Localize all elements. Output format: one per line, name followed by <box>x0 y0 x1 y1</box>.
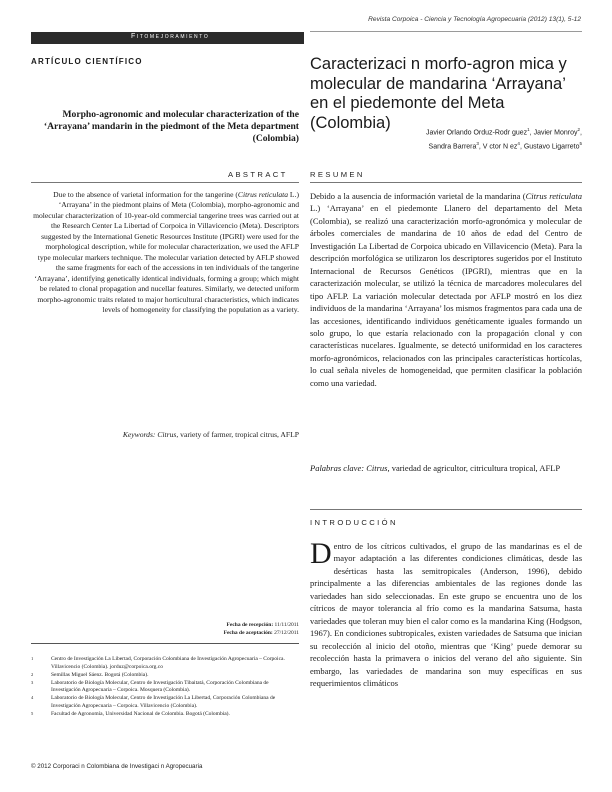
accepted-label: Fecha de aceptación: <box>223 629 273 636</box>
footnote-text: Semillas Miguel Sáenz. Bogotá (Colombia). <box>51 671 149 678</box>
author-affiliation-mark: 4 <box>517 140 520 146</box>
author-affiliation-mark: 1 <box>527 127 530 132</box>
author-name: Gustavo Ligarreto <box>523 143 580 151</box>
author-name: Sandra Barrera <box>428 143 477 151</box>
abstract-rule <box>31 182 299 183</box>
resumen-text <box>310 190 582 389</box>
article-type: ARTÍCULO CIENTÍFICO <box>31 57 143 66</box>
palabras-clave-label: Palabras clave: <box>310 463 365 473</box>
received-label: Fecha de recepción: <box>226 622 274 628</box>
footnote-number: 5 <box>31 710 34 716</box>
resumen-species: Citrus reticulata <box>525 191 582 201</box>
intro-heading: INTRODUCCIÓN <box>310 518 398 527</box>
footnote-number: 1 <box>31 656 34 661</box>
abstract-part-2: L.) ‘Arrayana’ in the piedmont plains of Meta (Colombia), morpho-agronomic and molecular characterization of 10-year-old commercial tangerine trees was carried out at the Research Center La Libertad of Corpoica in Villavicencio (Meta). Descriptors suggested by the International Genetic Resources Institute (IPGRI) were used for the morphological description, while for molecular characterization, we used the AFLP type molecular markers technique. The molecular variation detected by AFLP showed the same fragments for each of the accessions in ten individuals of the tangerine ‘Arrayana’, identifying genetically identical individuals, forming a group; which might be related to clonal propagation and nucellar features. Similarly, we detected uniform morpho-agronomic traits related to major horticultural characteristics, which indicates levels of homogeneity for classifying the population as a variety. <box>33 190 299 314</box>
author-affiliation-mark: 5 <box>579 140 582 146</box>
palabras-clave-rest: , variedad de agricultor, citricultura tropical, AFLP <box>387 463 561 473</box>
footnote-number: 3 <box>31 679 34 685</box>
footnote-rule <box>31 643 299 644</box>
footnote-text: Centro de Investigación La Libertad, Corporación Colombiana de Investigación Agropecuaria – Corpoica. Villavicencio (Colombia). jorduz@corpoica.org.co <box>51 656 285 670</box>
author-separator: , <box>580 129 582 137</box>
resumen-part-2: L.) ‘Arrayana’ en el piedemonte Llanero del departamento del Meta (Colombia), se realizó una caracterización morfo-agronómica y molecular de árboles comerciales de mandarina de 10 años de edad del Centro de Investigación La Libertad de Corpoica ubicado en Villavicencio (Meta). Para la descripción morfológica se utilizaron los descriptores sugeridos por el Instituto Internacional de Recursos Genéticos (IPGRI), mientras que en la caracterización molecular, se utilizó la técnica de marcadores moleculares del tipo AFLP. La variación molecular detectada por AFLP mostró en los diez individuos de la mandarina ‘Arrayana’ los mismos fragmentos para cada una de las accesiones, identificando individuos genéticamente iguales formando un solo grupo, lo que estaría relacionado con la propagación clonal y con características nucelares. Igualmente, se detectó uniformidad en los caracteres morfo-agronómicos, relacionados con las principales características hortícolas, lo cual señala niveles de homogeneidad, que permiten clasificar la población como una variedad. <box>310 203 582 388</box>
footnote-number: 2 <box>31 671 34 677</box>
received-date: 11/11/2011 <box>274 622 299 628</box>
section-band-label: Fitomejoramiento <box>131 33 210 40</box>
intro-body: entro de los cítricos cultivados, el grupo de las mandarinas es el de mayor adaptación a las diferentes condiciones climáticas, desde las desérticas hasta las semitropicales (Anderson, 1996), debido principalmente a las diferencias ambientales de las regiones donde las variedades han sido seleccionadas. En este grupo se encuentra uno de los cítricos de mayor tolerancia al frío como es la mandarina Satsuma, hasta variedades que toleran muy bien el calor como es la mandarina King (Hodgson, 1967). En condiciones subtropicales, existen variedades de Satsuma que inician su recolección al inicio del otoño, mientras que ‘King’ puede demorar su recolección hasta la primavera o inicios del verano del año siguiente. Sin embargo, las variedades de mandarina son muy específicas en sus requerimientos climáticos <box>310 541 582 688</box>
palabra-clave-citrus: Citrus <box>366 463 388 473</box>
section-band <box>31 32 304 44</box>
abstract-text <box>31 190 299 315</box>
footnote-text: Laboratorio de Biología Molecular, Centro de Investigación La Libertad, Corporación Colombiana de Investigación Agropecuaria – Corpoica. Villavicencio (Colombia). <box>51 695 276 709</box>
abstract-heading: ABSTRACT <box>228 170 288 179</box>
journal-citation: Revista Corpoica - Ciencia y Tecnología Agropecuaria (2012) 13(1), 5-12 <box>368 16 581 23</box>
accepted-date: 27/12/2011 <box>274 629 299 636</box>
author-separator: , <box>478 143 483 151</box>
keyword-citrus: Citrus <box>157 430 177 439</box>
intro-top-rule <box>310 509 582 510</box>
abstract-species: Citrus reticulata <box>237 190 289 199</box>
resumen-part-1: Debido a la ausencia de información varietal de la mandarina ( <box>310 191 526 201</box>
footnote <box>31 695 299 710</box>
author-affiliation-mark: 3 <box>476 140 479 146</box>
footnote <box>31 680 299 695</box>
resumen-rule <box>310 182 582 183</box>
header-rule <box>310 31 582 32</box>
author-list <box>330 125 582 153</box>
keywords-english <box>31 430 299 440</box>
author-separator: , <box>529 129 534 137</box>
keywords-rest: , variety of farmer, tropical citrus, AFLP <box>176 430 299 439</box>
footnote <box>31 656 299 671</box>
author-separator: , <box>519 143 524 151</box>
resumen-heading: RESUMEN <box>310 170 365 179</box>
intro-text <box>310 537 582 689</box>
author-name: Javier Orlando Orduz-Rodr guez <box>426 129 528 137</box>
abstract-part-1: Due to the absence of varietal information for the tangerine ( <box>53 190 238 199</box>
author-name: Javier Monroy <box>533 129 578 137</box>
affiliation-footnotes <box>31 656 299 719</box>
copyright-line: © 2012 Corporaci n Colombiana de Investigaci n Agropecuaria <box>31 763 203 770</box>
author-name: V ctor N ez <box>482 143 518 151</box>
intro-dropcap: D <box>310 537 332 570</box>
title-spanish: Caracterizaci n morfo-agron mica y molecular de mandarina ‘Arrayana’ en el piedemonte del Meta (Colombia) <box>310 55 567 132</box>
title-english: Morpho-agronomic and molecular characterization of the ‘Arrayana’ mandarin in the piedmont of the Meta department (Colombia) <box>43 109 299 145</box>
footnote-text: Facultad de Agronomía, Universidad Nacional de Colombia. Bogotá (Colombia). <box>51 710 230 717</box>
author-affiliation-mark: 2 <box>577 127 581 132</box>
footnote <box>31 672 299 680</box>
footnote-number: 4 <box>31 695 34 700</box>
keywords-spanish <box>310 462 582 474</box>
footnote-text: Laboratorio de Biología Molecular, Centro de Investigación Tibaitatá, Corporación Colombiana de Investigación Agropecuaria – Corpoica. Mosquera (Colombia). <box>51 679 269 693</box>
submission-dates <box>31 622 299 637</box>
footnote <box>31 711 299 719</box>
keywords-label: Keywords: <box>122 430 156 439</box>
